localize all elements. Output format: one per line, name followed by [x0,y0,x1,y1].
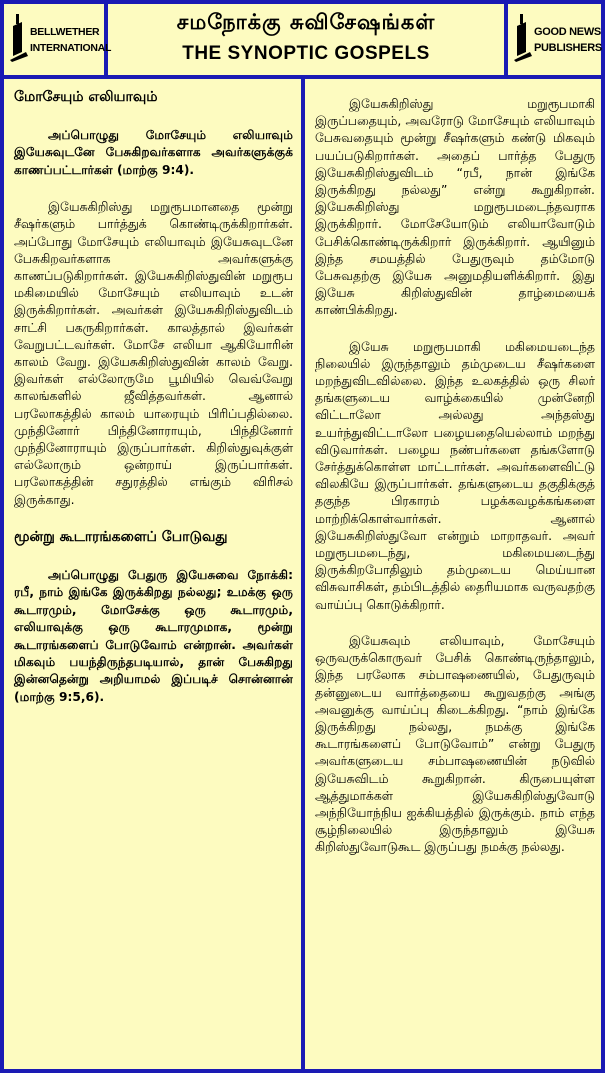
bellwether-tower-icon [10,12,30,62]
section-heading-moses-elijah: மோசேயும் எலியாவும் [14,89,158,105]
good-news-line2: PUBLISHERS [534,42,602,54]
body-paragraph: இயேசுகிறிஸ்து மறுரூபமாகி இருப்பதையும், அவரோடு மோசேயும் எலியாவும் பேசுவதையும் மூன்று சீஷர்களும் கண்டு மிகவும் பயப்படுகிறார்கள். அதைப் பார்த்த பேதுரு இயேசுகிறிஸ்துவிடம் “ரபீ, நான் இங்கே இருக்கிறது நல்லது” என்று கூறுகிறான். இயேசுகிறிஸ்து மறுரூபமடைந்தவராக இருக்கிறார். மோசேயோடும் எலியாவோடும் பேசிக்கொண்டிருக்கிறார் இருக்கிறார். ஆயினும் இந்த சமயத்தில் பேதுருவும் தம்மோடு பேசுவதற்கு இயேசு அனுமதியளிக்கிறார். இது இயேசு கிறிஸ்துவின் தாழ்மையைக் காண்பிக்கிறது. [315,96,595,318]
body-paragraph: இயேசுவும் எலியாவும், மோசேயும் ஒருவருக்கொருவர் பேசிக் கொண்டிருந்தாலும், இந்த பரலோக சம்பாஷணையில், பேதுருவும் தன்னுடைய வார்த்தையை கூறுவதற்கு அங்கு அவனுக்கு வாய்ப்பு கிடைக்கிறது. “நாம் இங்கே இருக்கிறது நல்லது, நமக்கு இங்கே கூடாரங்களைப் போடுவோம்” என்று பேதுரு அவர்களுடைய சம்பாஷணையின் நடுவில் இயேசுவிடம் கூறுகிறான். கிருபையுள்ள ஆத்துமாக்கள் இயேசுகிறிஸ்துவோடு அந்நியோந்நிய ஐக்கியத்தில் இருக்கும். நாம் எந்த சூழ்நிலையில் இருந்தாலும் இயேசு கிறிஸ்துவோடுகூட இருப்பது நமக்கு நல்லது. [315,632,595,855]
page-title [108,4,504,75]
section-heading-three-tents: மூன்று கூடாரங்களைப் போடுவது [14,528,228,545]
body-paragraph: இயேசுகிறிஸ்து மறுரூபமானதை மூன்று சீஷர்களும் பார்த்துக் கொண்டிருக்கிறார்கள். அப்போது மோசேயும் எலியாவும் இயேசுவுடனே பேசுகிறவர்களாக அவர்களுக்கு காணப்படுகிறார்கள். இயேசுகிறிஸ்துவின் மறுரூப மகிமையில் மோசேயும் எலியாவும் உடன் இருக்கிறார்கள். அவர்கள் இயேசுகிறிஸ்துவிடம் சாட்சி பகருகிறார்கள். காலத்தால் இவர்கள் வேறுபட்டவர்கள். மோசே எலியா ஆகியோரின் காலம் வேறு. இயேசுகிறிஸ்துவின் காலம் வேறு. இவர்கள் எல்லோருமே பூமியில் வெவ்வேறு காலங்களில் ஜீவித்தவர்கள். ஆனால் பரலோகத்தில் காலம் யாரையும் பிரிப்பதில்லை. முந்தினோர் பிந்தினோராயும், பிந்தினோர் முந்தினோராயும் இருப்பார்கள். கிறிஸ்துவுக்குள் எல்லோரும் ஒன்றாய் இருப்பார்கள். பரலோகத்தின் சதுரத்தில் எங்கும் விரிசல் இருக்காது. [14,199,293,507]
scripture-verse-mark-9-4: அப்பொழுது மோசேயும் எலியாவும் இயேசுவுடனே பேசுகிறவர்களாக அவர்களுக்குக் காணப்பட்டார்கள் (மாற்கு 9:4). [14,128,293,177]
body-paragraph: இயேசு மறுரூபமாகி மகிமையடைந்த நிலையில் இருந்தாலும் தம்முடைய சீஷர்களை மறந்துவிடவில்லை. இந்த உலகத்தில் ஒரு சிலர் தங்களுடைய வாழ்க்கையில் முன்னேறி விட்டாலோ அல்லது அந்தஸ்து உயர்ந்துவிட்டாலோ பழையதையெல்லாம் மறந்து விடுவார்கள். பழைய நண்பர்களை தங்களோடு சேர்த்துக்கொள்ள மாட்டார்கள். அவர்களைவிட்டு விலகியே இருப்பார்கள். தங்களுடைய தகுதிக்குத் தகுந்த பிரகாரம் பழக்கவழக்கங்களை மாற்றிக்கொள்வார்கள். ஆனால் இயேசுகிறிஸ்துவோ என்றும் மாறாதவர். அவர் மறுரூபமடைந்து, மகிமையடைந்து இருக்கிறபோதிலும் தம்முடைய மெய்யான விசுவாசிகள், தம்பிடத்தில் தைரியமாக வருவதற்கு வாய்ப்பு கொடுக்கிறார். [315,338,595,612]
scripture-verse-mark-9-5-6: அப்பொழுது பேதுரு இயேசுவை நோக்கி: ரபீ, நாம் இங்கே இருக்கிறது நல்லது; உமக்கு ஒரு கூடாரமும், மோசேக்கு ஒரு கூடாரமும், எலியாவுக்கு ஒரு கூடாரமுமாக, மூன்று கூடாரங்களைப் போடுவோம் என்றான். அவர்கள் மிகவும் பயந்திருந்தபடியால், தான் பேசுகிறது இன்னதென்று அறியாமல் இப்படிச் சொன்னான் (மாற்கு 9:5,6). [14,567,293,704]
left-column [4,79,305,1069]
bellwether-logo [4,4,112,75]
header-bar [4,4,601,79]
good-news-logo-text [534,24,602,56]
bellwether-line2: INTERNATIONAL [30,42,112,54]
good-news-logo [504,4,601,75]
title-tamil: சமநோக்கு சுவிசேஷங்கள் [176,10,436,34]
right-column [305,79,601,1069]
good-news-tower-icon [514,12,534,62]
bellwether-line1: BELLWETHER [30,26,100,38]
good-news-line1: GOOD NEWS [534,26,601,38]
bellwether-logo-text [30,24,111,56]
title-english: THE SYNOPTIC GOSPELS [182,43,430,64]
